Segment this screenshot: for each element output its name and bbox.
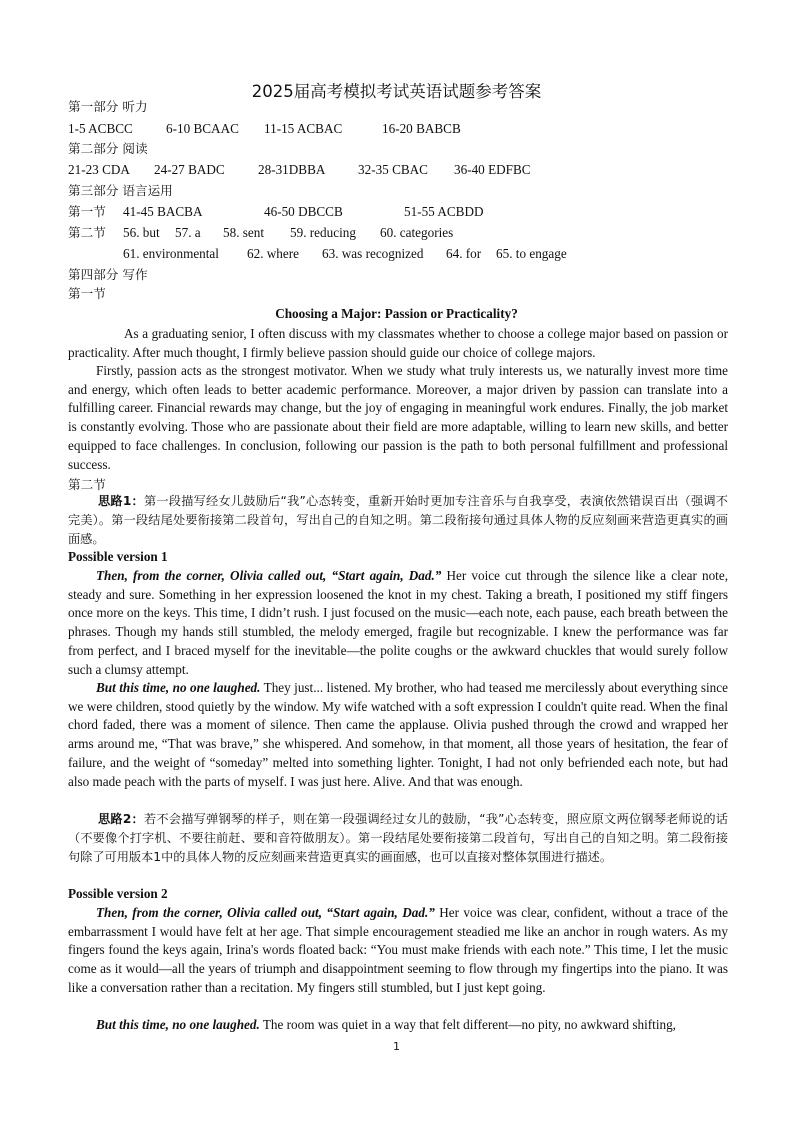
part2-heading: 第二部分 阅读 — [68, 141, 148, 156]
answer-group: 6-10 BCAAC — [166, 121, 239, 136]
answer-item: 56. but — [123, 225, 160, 240]
story-lead: Then, from the corner, Olivia called out, “Start again, Dad.” — [96, 568, 442, 583]
idea-note — [68, 492, 728, 549]
answer-item: 60. categories — [380, 225, 454, 240]
answer-group: 36-40 EDFBC — [454, 162, 531, 177]
part3-section2-row1 — [68, 224, 453, 242]
answer-group: 32-35 CBAC — [358, 162, 428, 177]
idea-text: 若不会描写弹钢琴的样子，则在第一段强调经过女儿的鼓励，“我”心态转变，照应原文两位钢琴老师说的话（不要像个打字机、不要往前赶、要和音符做朋友）。第一段结尾处要衔接第二段首句，写出自己的自知之明。第二段衔接句除了可用版本1中的具体人物的反应刻画来营造更真实的画面感，也可以直接对整体氛围进行描述。 — [68, 812, 728, 864]
section-label: 第二节 — [68, 225, 106, 240]
answer-group: 46-50 DBCCB — [264, 204, 343, 219]
version-label: Possible version 2 — [68, 886, 168, 901]
story-paragraph — [68, 1016, 728, 1035]
story-lead: Then, from the corner, Olivia called out, “Start again, Dad.” — [96, 905, 435, 920]
answer-group: 51-55 ACBDD — [404, 204, 484, 219]
part4-section1-label: 第一节 — [68, 286, 106, 301]
idea-text: 第一段描写经女儿鼓励后“我”心态转变，重新开始时更加专注音乐与自我享受，表演依然错误百出（强调不完美）。第一段结尾处要衔接第二段首句，写出自己的自知之明。第二段衔接句通过具体人物的反应刻画来营造更真实的画面感。 — [68, 494, 728, 546]
part4-heading: 第四部分 写作 — [68, 267, 148, 282]
answer-group: 21-23 CDA — [68, 162, 130, 177]
essay-paragraph: Firstly, passion acts as the strongest motivator. When we study what truly interests us, we naturally invest more time and energy, which often leads to better academic performance. Moreover, a major driven by passion can translate into a fulfilling career. Financial rewards may change, but the joy of engaging in meaningful work endures. Finally, the job market is constantly evolving. Those who are passionate about their field are more adaptable, willing to learn new skills, and better equipped to face challenges. In conclusion, following our passion is the path to both personal fulfillment and professional success. — [68, 363, 728, 472]
idea-label: 思路1： — [98, 494, 144, 508]
part3-section1 — [68, 203, 484, 221]
story-lead: But this time, no one laughed. — [96, 1017, 260, 1032]
story-text: They just... listened. My brother, who had teased me mercilessly about everything since we were children, stood quietly by the window. My wife watched with a soft expression I couldn't quite read. When the final chord faded, there was a moment of silence. Then came the applause. Olivia pushed through the crowd and wrapped her arms around me, “That was brave,” she whispered. And somehow, in that moment, all those years of hesitation, the fear of failure, and the weight of “someday” melted into something lighter. Tonight, I had not only befriended each note, but had also made peach with the parts of myself. I was just here. Alive. And that was enough. — [68, 680, 728, 789]
answer-item: 59. reducing — [290, 225, 356, 240]
story-text: The room was quiet in a way that felt different—no pity, no awkward shifting, — [259, 1017, 676, 1032]
answer-group: 1-5 ACBCC — [68, 121, 133, 136]
page-title: 2025届高考模拟考试英语试题参考答案 — [251, 82, 542, 101]
answer-item: 58. sent — [223, 225, 265, 240]
answer-item: 57. a — [175, 225, 201, 240]
story-text: Her voice cut through the silence like a clear note, steady and sure. Something in her expression loosened the knot in my chest. Taking a breath, I positioned my stiff fingers once more on the keys. This time, I didn’t rush. I just focused on the music—each note, each pause, each breath between the phrases. Though my hands still stumbled, the melody emerged, fragile but recognizable. I knew the performance was far from perfect, and I braced myself for the inevitable—the polite coughs or the awkward chuckles that would surely follow such a clumsy attempt. — [68, 568, 728, 677]
part1-heading: 第一部分 听力 — [68, 99, 148, 114]
answer-item: 64. for — [446, 246, 482, 261]
answer-item: 61. environmental — [123, 246, 219, 261]
part2-answers — [68, 161, 531, 179]
version-label: Possible version 1 — [68, 549, 168, 564]
answer-item: 63. was recognized — [322, 246, 424, 261]
idea-label: 思路2： — [98, 812, 144, 826]
answer-item: 65. to engage — [496, 246, 567, 261]
part3-section2-row2 — [123, 245, 567, 263]
idea-note — [68, 810, 728, 867]
part3-heading: 第三部分 语言运用 — [68, 183, 173, 198]
page-number: 1 — [393, 1040, 400, 1053]
section-label: 第一节 — [68, 204, 106, 219]
story-lead: But this time, no one laughed. — [96, 680, 261, 695]
answer-group: 41-45 BACBA — [123, 204, 203, 219]
answer-group: 11-15 ACBAC — [264, 121, 343, 136]
part1-answers — [68, 120, 461, 138]
part4-section2-label: 第二节 — [68, 477, 106, 492]
essay-title: Choosing a Major: Passion or Practicality? — [275, 306, 518, 321]
answer-group: 24-27 BADC — [154, 162, 225, 177]
story-paragraph — [68, 679, 728, 791]
story-paragraph — [68, 904, 728, 998]
story-paragraph — [68, 567, 728, 679]
essay-paragraph: As a graduating senior, I often discuss with my classmates whether to choose a college major based on passion or practicality. After much thought, I firmly believe passion should guide our choice of college majors. — [68, 326, 728, 360]
story-text: Her voice was clear, confident, without a trace of the embarrassment I would have felt at her age. That simple encouragement steadied me like an anchor in rough waters. As my fingers found the keys again, Irina's words floated back: “You must make friends with each note.” This time, I let the music come as it would—all the years of triumph and disappointment seeming to flow through my fingertips into the piano. It was like a conversation rather than a recitation. My fingers still stumbled, but I just kept going. — [68, 905, 728, 995]
answer-item: 62. where — [247, 246, 299, 261]
answer-group: 16-20 BABCB — [382, 121, 461, 136]
answer-group: 28-31DBBA — [258, 162, 326, 177]
